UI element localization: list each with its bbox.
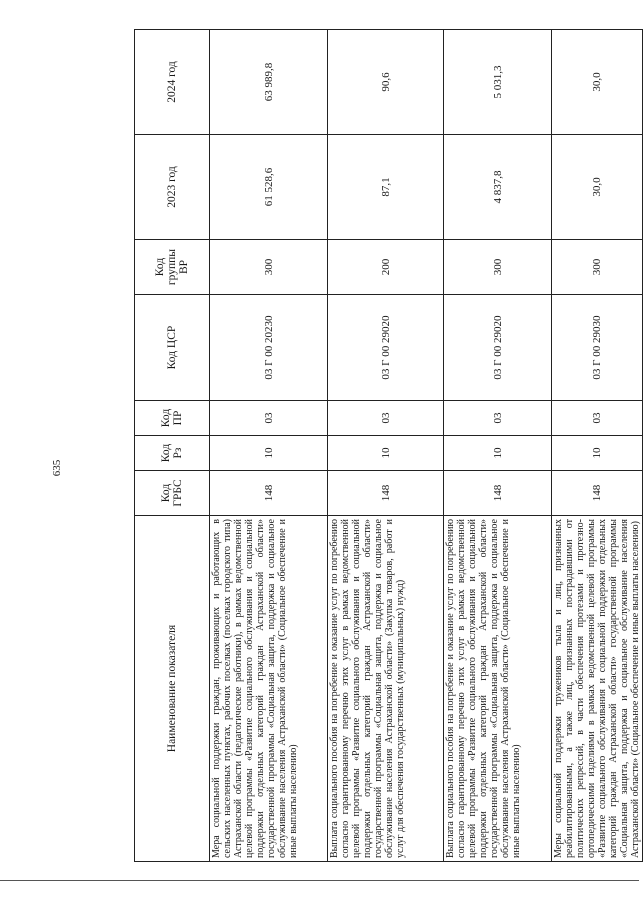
row-2023: 61 528,6 bbox=[210, 135, 328, 240]
row-vr: 300 bbox=[444, 240, 552, 295]
row-rz: 10 bbox=[328, 436, 444, 471]
table-row bbox=[444, 30, 552, 862]
row-2024: 90,6 bbox=[328, 30, 444, 135]
budget-table bbox=[134, 29, 643, 862]
row-csr: 03 Г 00 20230 bbox=[210, 295, 328, 401]
header-rz: Код Рз bbox=[135, 436, 210, 471]
row-grbs: 148 bbox=[444, 471, 552, 516]
row-2024: 30,0 bbox=[552, 30, 643, 135]
header-2023: 2023 год bbox=[135, 135, 210, 240]
row-name: Выплата социального пособия на погребение и оказание услуг по погребению согласно гарантированному перечню этих услуг в рамках ведомственной целевой программы «Развитие социального обслуживания и социальной поддержки отдельных категорий граждан Астраханской области» государственной программы «Социальная защита, поддержка и социальное обслуживание населения Астраханской области» (Закупка товаров, работ и услуг для обеспечения государственных (муниципальных) нужд) bbox=[328, 516, 444, 862]
row-rz: 10 bbox=[210, 436, 328, 471]
row-name: Выплата социального пособия на погребение и оказание услуг по погребению согласно гарантированному перечню этих услуг в рамках ведомственной целевой программы «Развитие социального обслуживания и социальной поддержки отдельных категорий граждан Астраханской области» государственной программы «Социальная защита, поддержка и социальное обслуживание населения Астраханской области» (Социальное обеспечение и иные выплаты населению) bbox=[444, 516, 552, 862]
header-grbs: Код ГРБС bbox=[135, 471, 210, 516]
row-grbs: 148 bbox=[328, 471, 444, 516]
rotated-table-container bbox=[134, 30, 641, 862]
table-row bbox=[328, 30, 444, 862]
header-csr: Код ЦСР bbox=[135, 295, 210, 401]
row-pr: 03 bbox=[328, 401, 444, 436]
row-pr: 03 bbox=[552, 401, 643, 436]
row-csr: 03 Г 00 29030 bbox=[552, 295, 643, 401]
page-number: 635 bbox=[51, 459, 63, 477]
row-rz: 10 bbox=[552, 436, 643, 471]
table-row bbox=[210, 30, 328, 862]
row-grbs: 148 bbox=[210, 471, 328, 516]
row-vr: 200 bbox=[328, 240, 444, 295]
row-grbs: 148 bbox=[552, 471, 643, 516]
row-vr: 300 bbox=[210, 240, 328, 295]
page-bottom-divider bbox=[0, 880, 639, 881]
row-2023: 87,1 bbox=[328, 135, 444, 240]
header-2024: 2024 год bbox=[135, 30, 210, 135]
row-name: Меры социальной поддержки тружеников тыла и лиц, признанных реабилитированными, а также лиц, признанных пострадавшими от политических репрессий, в части обеспечения протезами и протезно-ортопедическими изделиями в рамках ведомственной целевой программы «Развитие социального обслуживания и социальной поддержки отдельных категорий граждан Астраханской области» государственной программы «Социальная защита, поддержка и социальное обслуживание населения Астраханской области» (Социальное обеспечение и иные выплаты населению) bbox=[552, 516, 643, 862]
header-pr: Код ПР bbox=[135, 401, 210, 436]
row-vr: 300 bbox=[552, 240, 643, 295]
row-name: Мера социальной поддержки граждан, проживающих и работающих в сельских населенных пунктах, рабочих поселках (поселках городского типа) Астраханской области (педагогические работники), в рамках ведомственной целевой программы «Развитие социального обслуживания и социальной поддержки отдельных категорий граждан Астраханской области» государственной программы «Социальная защита, поддержка и социальное обслуживание населения Астраханской области» (Социальное обеспечение и иные выплаты населению) bbox=[210, 516, 328, 862]
row-pr: 03 bbox=[210, 401, 328, 436]
table-header-row bbox=[135, 30, 210, 862]
row-rz: 10 bbox=[444, 436, 552, 471]
row-2023: 4 837,8 bbox=[444, 135, 552, 240]
row-pr: 03 bbox=[444, 401, 552, 436]
row-2023: 30,0 bbox=[552, 135, 643, 240]
header-name: Наименование показателя bbox=[135, 516, 210, 862]
row-csr: 03 Г 00 29020 bbox=[444, 295, 552, 401]
row-csr: 03 Г 00 29020 bbox=[328, 295, 444, 401]
row-2024: 63 989,8 bbox=[210, 30, 328, 135]
header-vr: Код группы ВР bbox=[135, 240, 210, 295]
row-2024: 5 031,3 bbox=[444, 30, 552, 135]
table-row bbox=[552, 30, 643, 862]
